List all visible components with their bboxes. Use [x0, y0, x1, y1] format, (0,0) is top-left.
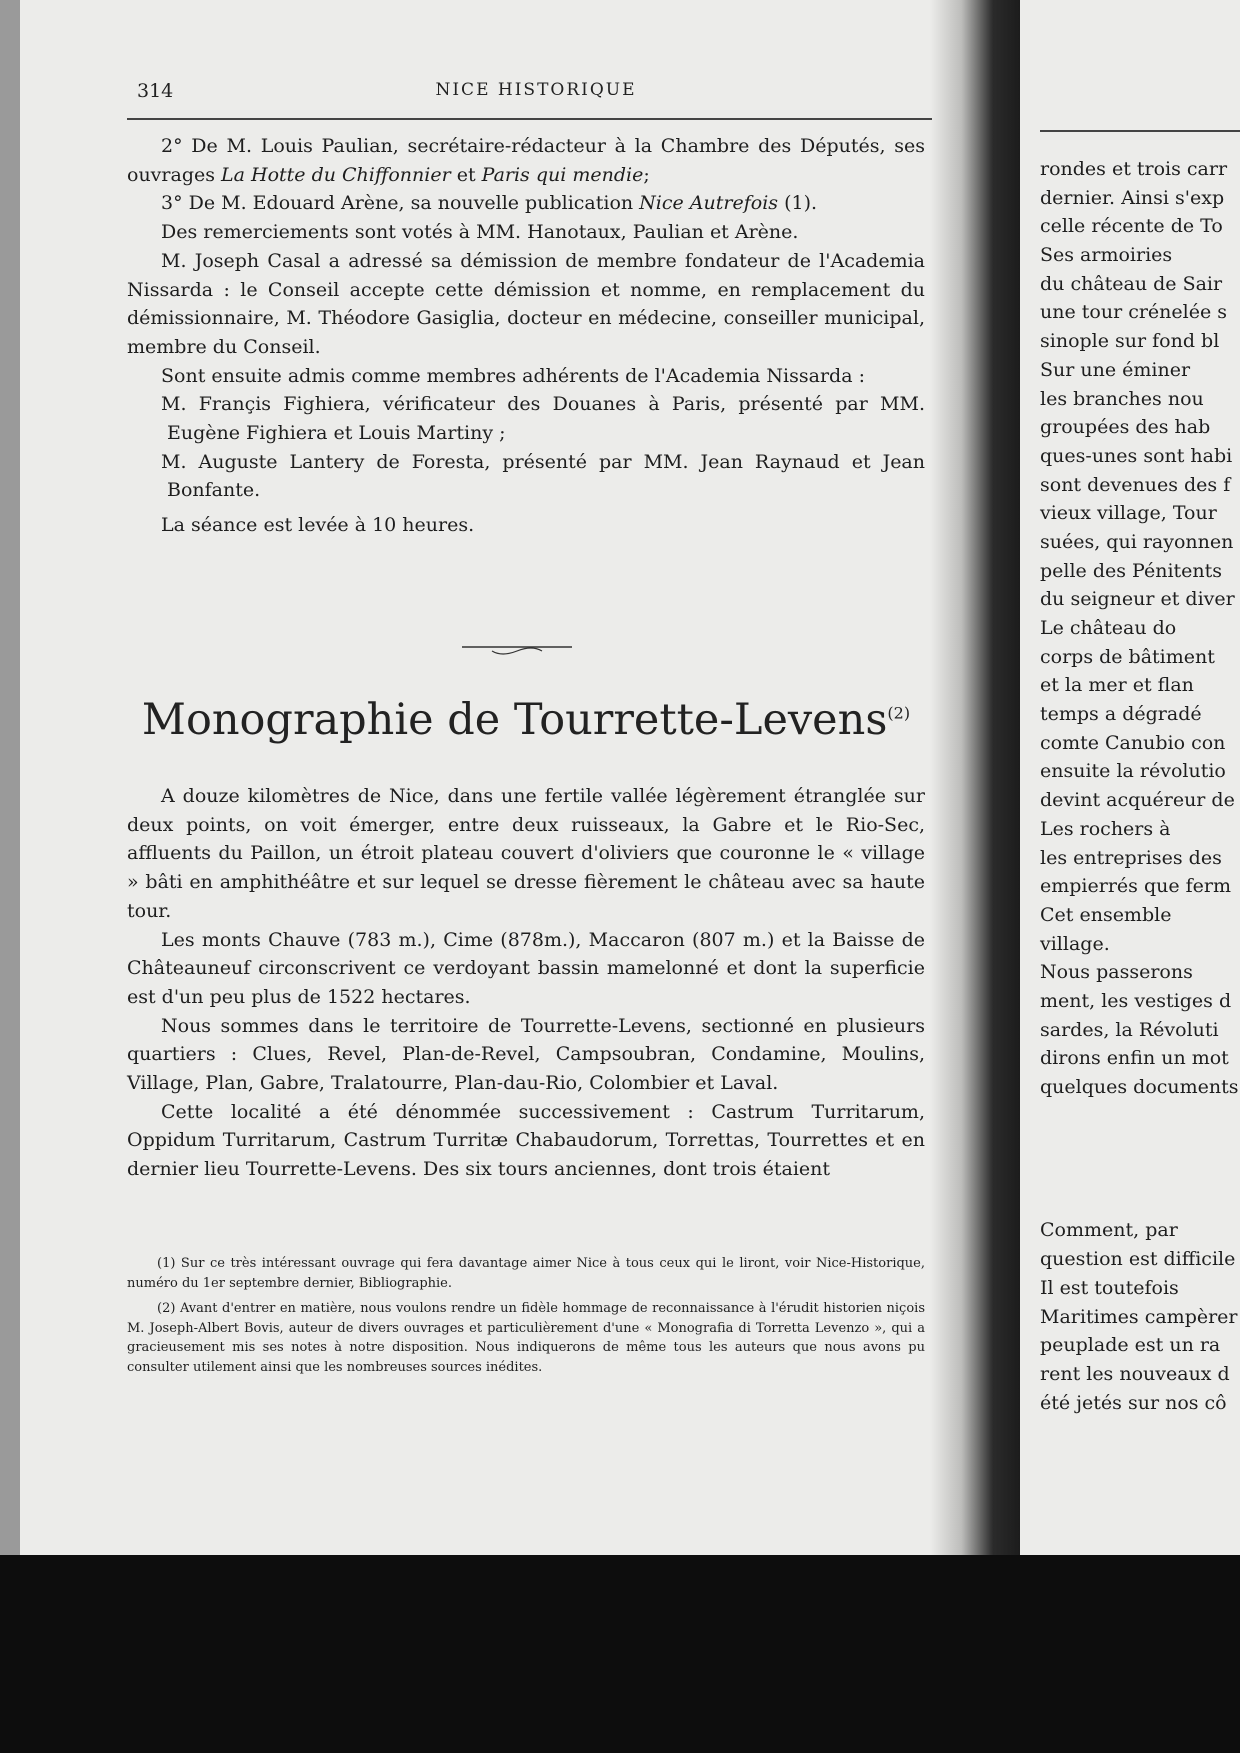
right-page-line: celle récente de To — [1040, 215, 1223, 238]
right-page-line: sont devenues des f — [1040, 473, 1231, 496]
right-page-line: les entreprises des — [1040, 846, 1222, 869]
admission-paragraph: Sont ensuite admis comme membres adhérents de l'Academia Nissarda : — [161, 364, 865, 387]
new-member-2: M. Auguste Lantery de Foresta, présenté par MM. Jean Raynaud et Jean Bonfante. — [161, 450, 925, 502]
section-divider — [462, 645, 572, 657]
right-page-line: rondes et trois carr — [1040, 158, 1228, 180]
running-head — [137, 80, 935, 104]
right-page-line: Le château do — [1040, 617, 1177, 639]
thanks-paragraph: Des remerciements sont votés à MM. Hanotaux, Paulian et Arène. — [161, 221, 799, 244]
journal-title: NICE HISTORIQUE — [435, 80, 637, 100]
head-rule — [127, 118, 932, 120]
right-page-line: Nous passerons — [1040, 961, 1193, 984]
right-page-line: du seigneur et diver — [1040, 588, 1235, 611]
right-page-line — [1040, 1130, 1240, 1159]
right-page-line: dernier. Ainsi s'exp — [1040, 186, 1225, 209]
right-page-line: Ses armoiries — [1040, 244, 1173, 267]
closing-paragraph: La séance est levée à 10 heures. — [161, 514, 475, 537]
scan-edge — [0, 0, 20, 1555]
right-page-line: Comment, par — [1040, 1219, 1178, 1242]
right-page-line: ensuite la révolutio — [1040, 760, 1226, 783]
right-page-line: question est difficile — [1040, 1248, 1236, 1271]
right-page-line: sinople sur fond bl — [1040, 330, 1220, 353]
paragraph-location: A douze kilomètres de Nice, dans une fertile vallée légèrement étranglée sur deux points, on voit émerger, entre deux ruisseaux, la Gabre et le Rio-Sec, affluents du Paillon, un étroit plateau couvert d'oliviers que couronne le « village » bâti en amphithéâtre et sur lequel se dresse fièrement le château avec sa haute tour. — [127, 785, 925, 922]
book-gutter — [930, 0, 1020, 1555]
paragraph-names: Cette localité a été dénommée successivement : Castrum Turritarum, Oppidum Turritarum, Castrum Turritæ Chabaudorum, Torrettas, Tourrettes et en dernier lieu Tourrette-Levens. Des six tours anciennes, dont trois étaient — [127, 1100, 925, 1181]
article-body — [127, 782, 925, 1184]
right-page-line: du château de Sair — [1040, 272, 1223, 295]
right-page-line — [1040, 1188, 1240, 1217]
right-page-line: peuplade est un ra — [1040, 1334, 1221, 1357]
paragraph-mountains: Les monts Chauve (783 m.), Cime (878m.), Maccaron (807 m.) et la Baisse de Châteauneuf circonscrivent ce verdoyant bassin mamelonné et dont la superficie est d'un peu plus de 1522 hectares. — [127, 928, 925, 1008]
right-page-line: quelques documents — [1040, 1076, 1239, 1098]
right-page-line: ment, les vestiges d — [1040, 989, 1232, 1012]
donation-item-3: 3° De M. Edouard Arène, sa nouvelle publication Nice Autrefois (1). — [161, 192, 818, 215]
right-page-line: une tour crénelée s — [1040, 301, 1227, 324]
right-page-line: empierrés que ferm — [1040, 875, 1232, 898]
new-member-1: M. Françis Fighiera, vérificateur des Douanes à Paris, présenté par MM. Eugène Fighiera et Louis Martiny ; — [161, 393, 925, 445]
right-page-line: rent les nouveaux d — [1040, 1362, 1230, 1385]
footnotes — [127, 1254, 925, 1383]
scanner-bed — [0, 1555, 1240, 1753]
right-page-line: sardes, la Révoluti — [1040, 1018, 1219, 1041]
right-page-line — [1040, 1159, 1240, 1188]
resignation-paragraph: M. Joseph Casal a adressé sa démission de membre fondateur de l'Academia Nissarda : le Conseil accepte cette démission et nomme, en remplacement du démissionnaire, M. Théodore Gasiglia, docteur en médecine, conseiller municipal, membre du Conseil. — [127, 249, 925, 358]
right-head-rule — [1040, 130, 1240, 132]
right-page — [1020, 0, 1240, 1555]
right-page-line: corps de bâtiment — [1040, 645, 1215, 668]
right-page-line: et la mer et flan — [1040, 674, 1194, 697]
right-page-line: ques-unes sont habi — [1040, 444, 1233, 467]
footnote-1: (1) Sur ce très intéressant ouvrage qui fera davantage aimer Nice à tous ceux qui le liront, voir Nice-Historique, numéro du 1er septembre dernier, Bibliographie. — [127, 1256, 925, 1291]
donation-item-2: 2° De M. Louis Paulian, secrétaire-rédacteur à la Chambre des Députés, ses ouvrages La Hotte du Chiffonnier et Paris qui mendie; — [127, 135, 925, 186]
right-page-text — [1040, 155, 1240, 1417]
right-page-line: groupées des hab — [1040, 416, 1211, 439]
right-page-line: Sur une éminer — [1040, 358, 1191, 381]
right-page-line: suées, qui rayonnen — [1040, 530, 1234, 553]
page-number: 314 — [137, 80, 174, 102]
right-page-line: Cet ensemble — [1040, 903, 1172, 926]
footnote-2: (2) Avant d'entrer en matière, nous voulons rendre un fidèle hommage de reconnaissance à l'érudit historien niçois M. Joseph-Albert Bovis, auteur de divers ouvrages et particulièrement d'une « Monografia di Torretta Levenzo », qui a gracieusement mis ses notes à notre disposition. Nous indiquerons de même tous les auteurs que nous avons pu consulter utilement ainsi que les nombreuses sources inédites. — [127, 1301, 925, 1375]
right-page-line: devint acquéreur de — [1040, 789, 1235, 812]
right-page-line: village. — [1040, 932, 1110, 955]
right-page-line: Il est toutefois — [1040, 1276, 1179, 1299]
right-page-line: temps a dégradé — [1040, 703, 1202, 726]
right-page-line — [1040, 1102, 1240, 1131]
right-page-line: les branches nou — [1040, 387, 1204, 410]
paragraph-quarters: Nous sommes dans le territoire de Tourrette-Levens, sectionné en plusieurs quartiers : Clues, Revel, Plan-de-Revel, Campsoubran, Condamine, Moulins, Village, Plan, Gabre, Tralatourre, Plan-dau-Rio, Colombier et Laval. — [127, 1014, 925, 1095]
right-page-line: pelle des Pénitents — [1040, 559, 1223, 582]
right-page-line: été jetés sur nos cô — [1040, 1391, 1227, 1414]
article-title: Monographie de Tourrette-Levens$^{(2)}$ — [141, 695, 911, 745]
right-page-line: dirons enfin un mot — [1040, 1047, 1229, 1070]
minutes-section — [127, 132, 925, 540]
right-page-line: comte Canubio con — [1040, 731, 1226, 754]
right-page-line: vieux village, Tour — [1040, 502, 1217, 525]
right-page-line: Les rochers à — [1040, 817, 1171, 840]
right-page-line: Maritimes campèrer — [1040, 1305, 1238, 1328]
